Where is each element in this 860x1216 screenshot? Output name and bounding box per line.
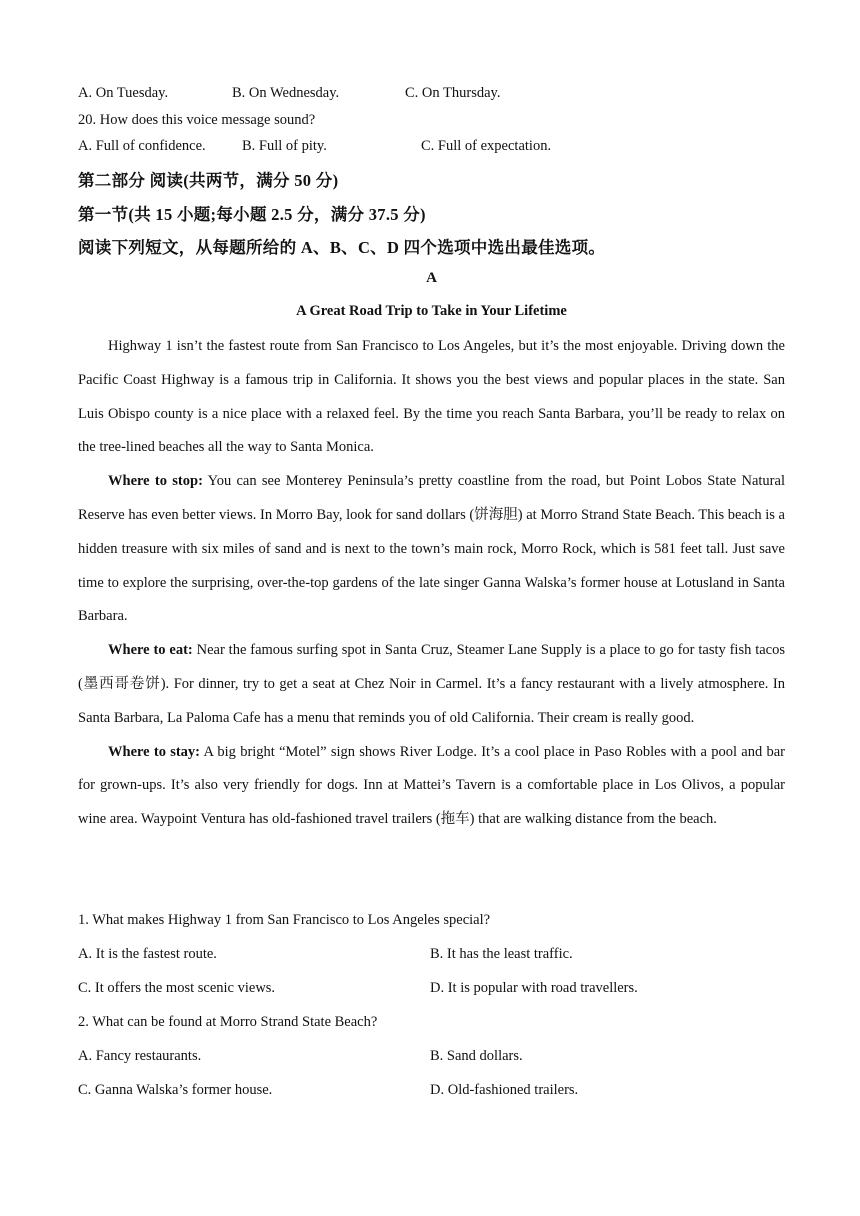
q20-option-c: C. Full of expectation. (421, 138, 552, 154)
q19-option-a: A. On Tuesday. (78, 85, 169, 101)
where-to-eat-label: Where to eat: (108, 642, 193, 659)
q1-option-a: A. It is the fastest route. (78, 946, 217, 962)
q20-stem: 20. How does this voice message sound? (78, 112, 316, 128)
paragraph-where-to-eat (78, 634, 785, 735)
where-to-stop-label: Where to stop: (108, 473, 203, 490)
where-to-eat-text: Near the famous surfing spot in Santa Cruz, Steamer Lane Supply is a place to go for tasty fish tacos (墨西哥卷饼). For dinner, try to get a seat at Chez Noir in Carmel. It’s a fancy restaurant with a lively atmosphere. In Santa Barbara, La Paloma Cafe has a menu that reminds you of old California. Their cream is really good. (78, 642, 786, 726)
where-to-stay-text: A big bright “Motel” sign shows River Lodge. It’s a cool place in Paso Robles with a pool and bar for grown-ups. It’s also very friendly for dogs. Inn at Mattei’s Tavern is a comfortable place in Los Olivos, a popular wine area. Waypoint Ventura has old-fashioned travel trailers (拖车) that are walking distance from the beach. (78, 743, 785, 828)
q20-option-b: B. Full of pity. (242, 138, 327, 154)
q2-option-d: D. Old-fashioned trailers. (430, 1082, 579, 1098)
q2-option-a: A. Fancy restaurants. (78, 1048, 202, 1064)
q1-option-c: C. It offers the most scenic views. (78, 980, 276, 996)
paragraph-where-to-stop (78, 465, 785, 634)
passage-letter: A (426, 270, 437, 286)
part2-heading: 第二部分 阅读(共两节，满分 50 分) (78, 171, 339, 190)
q1-stem: 1. What makes Highway 1 from San Francisco to Los Angeles special? (78, 912, 491, 928)
paragraph-intro (78, 330, 785, 465)
passage-body (78, 330, 785, 837)
paragraph-intro-text: Highway 1 isn’t the fastest route from San Francisco to Los Angeles, but it’s the most enjoyable. Driving down the Pacific Coast Highway is a famous trip in California. It shows you the best views and popular places in the state. San Luis Obispo county is a nice place with a relaxed feel. By the time you reach Santa Barbara, you’ll be ready to relax on the tree-lined beaches all the way to Santa Monica. (78, 338, 785, 456)
where-to-stop-text: You can see Monterey Peninsula’s pretty coastline from the road, but Point Lobos State Natural Reserve has even better views. In Morro Bay, look for sand dollars (饼海胆) at Morro Strand State Beach. This beach is a hidden treasure with six miles of sand and is next to the town’s main rock, Morro Rock, which is 581 feet tall. Just save time to explore the surprising, over-the-top gardens of the late singer Ganna Walska’s former house at Lotusland in Santa Barbara. (78, 473, 785, 625)
q19-option-c: C. On Thursday. (405, 85, 501, 101)
paragraph-where-to-stay (78, 736, 785, 837)
passage-title: A Great Road Trip to Take in Your Lifetime (296, 303, 567, 319)
q2-option-c: C. Ganna Walska’s former house. (78, 1082, 273, 1098)
where-to-stay-label: Where to stay: (108, 743, 201, 760)
section1-heading: 第一节(共 15 小题;每小题 2.5 分，满分 37.5 分) (78, 205, 426, 224)
q20-option-a: A. Full of confidence. (78, 138, 206, 154)
q2-option-b: B. Sand dollars. (430, 1048, 523, 1064)
instruction-text: 阅读下列短文，从每题所给的 A、B、C、D 四个选项中选出最佳选项。 (78, 238, 606, 257)
q1-option-b: B. It has the least traffic. (430, 946, 573, 962)
q1-option-d: D. It is popular with road travellers. (430, 980, 638, 996)
q19-option-b: B. On Wednesday. (232, 85, 340, 101)
q2-stem: 2. What can be found at Morro Strand State Beach? (78, 1014, 378, 1030)
